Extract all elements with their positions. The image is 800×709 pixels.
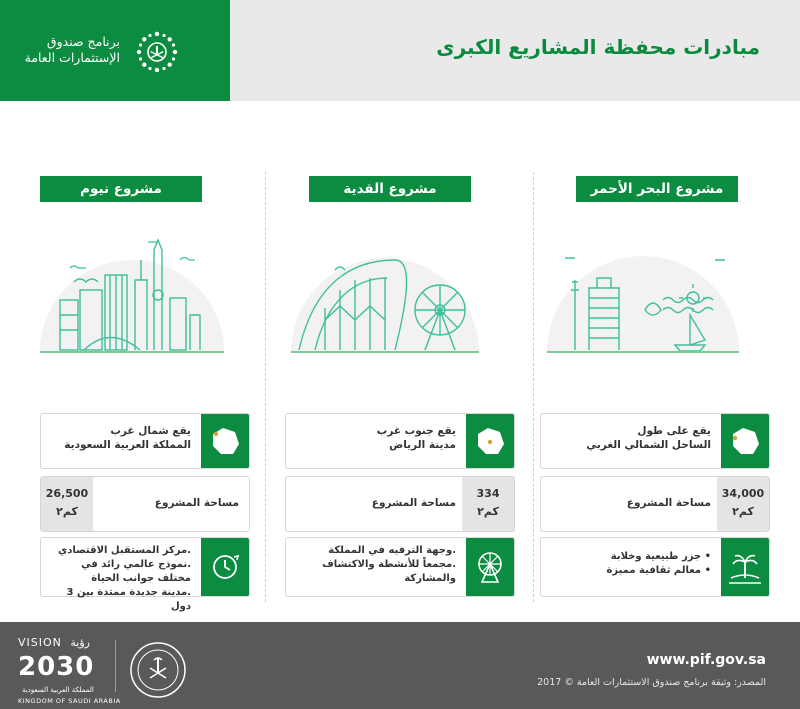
area-label: مساحة المشروع (371, 497, 456, 509)
saudi-map-pin-icon (201, 414, 249, 468)
red-sea-coast-illustration (545, 220, 745, 360)
area-label: مساحة المشروع (154, 497, 239, 509)
page-footer (0, 622, 800, 709)
feature-text: جزر طبيعية وخلابة (610, 551, 702, 562)
area-value: 26,500 (45, 487, 89, 500)
saudi-map-pin-icon (721, 414, 769, 468)
area-unit: كم٢ (56, 505, 78, 518)
location-text: يقع على طول الساحل الشمالي الغربي (586, 425, 711, 451)
ferris-wheel-icon (466, 538, 514, 596)
location-card-red-sea (540, 413, 770, 469)
palm-island-icon (721, 538, 769, 596)
features-card-neom (40, 537, 250, 612)
features-card-red-sea (540, 537, 770, 597)
vision-year: 2030 (18, 652, 95, 682)
feature-text: معالم ثقافية مميزة (606, 565, 702, 576)
features-list (290, 544, 456, 586)
project-title-qiddiya: مشروع القدية (309, 176, 471, 202)
location-card-neom (40, 413, 250, 469)
area-card-red-sea (540, 476, 770, 532)
feature-item: .مجمعاً للأنشطة والاكتشاف (322, 559, 456, 570)
source-note: المصدر: وثيقة برنامج صندوق الاستثمارات العامة © 2017 (537, 677, 766, 688)
page-title: مبادرات محفظة المشاريع الكبرى (436, 35, 760, 59)
qiddiya-park-illustration (285, 220, 485, 360)
column-divider (265, 172, 266, 602)
footer-separator (115, 640, 116, 692)
pif-name-line2: الإستثمارات العامة (24, 50, 120, 65)
location-card-qiddiya (285, 413, 515, 469)
features-list (545, 550, 711, 578)
pif-emblem-icon (135, 30, 179, 74)
pif-brand-block (0, 0, 230, 101)
vision-label-ar: رؤية (70, 636, 90, 649)
pif-name (25, 34, 120, 66)
feature-item: .وجهة الترفيه في المملكة (328, 545, 456, 556)
vision-label-en: VISION (18, 636, 62, 649)
area-value: 34,000 (721, 487, 765, 500)
project-title-neom: مشروع نيوم (40, 176, 202, 202)
area-card-qiddiya (285, 476, 515, 532)
kingdom-name-ar: المملكة العربية السعودية (22, 686, 94, 694)
future-clock-icon (201, 538, 249, 596)
feature-item: .مركز المستقبل الاقتصادي (58, 545, 191, 556)
header-title-bar (230, 0, 800, 101)
column-divider (533, 172, 534, 602)
area-value-box (41, 477, 93, 531)
project-title-red-sea: مشروع البحر الأحمر (576, 176, 738, 202)
location-text: يقع شمال غرب المملكة العربية السعودية (64, 425, 191, 451)
vision-2030-logo (18, 636, 90, 649)
kingdom-name-en: KINGDOM OF SAUDI ARABIA (18, 697, 121, 705)
features-list (45, 544, 191, 614)
neom-city-illustration (30, 220, 230, 360)
pif-name-line1: برنامج صندوق (46, 34, 120, 49)
area-value-box (717, 477, 769, 531)
location-text: يقع جنوب غرب مدينة الرياض (376, 425, 456, 451)
feature-item: .نموذج عالمي رائد في مختلف جوانب الحياة (81, 559, 191, 584)
area-label: مساحة المشروع (626, 497, 711, 509)
area-unit: كم٢ (477, 505, 499, 518)
area-unit: كم٢ (732, 505, 754, 518)
feature-item: .مدينة جديدة ممتدة بين 3 دول (66, 587, 191, 612)
area-value-box (462, 477, 514, 531)
pif-seal-icon (128, 640, 188, 700)
website-link[interactable]: www.pif.gov.sa (646, 652, 766, 668)
saudi-map-pin-icon (466, 414, 514, 468)
page-header (0, 0, 800, 101)
features-card-qiddiya (285, 537, 515, 597)
feature-item: والمشاركة (404, 573, 456, 584)
area-value: 334 (476, 487, 500, 500)
feature-item: • جزر طبيعية وخلابة (610, 551, 711, 562)
feature-item: • معالم ثقافية مميزة (606, 565, 711, 576)
area-card-neom (40, 476, 250, 532)
